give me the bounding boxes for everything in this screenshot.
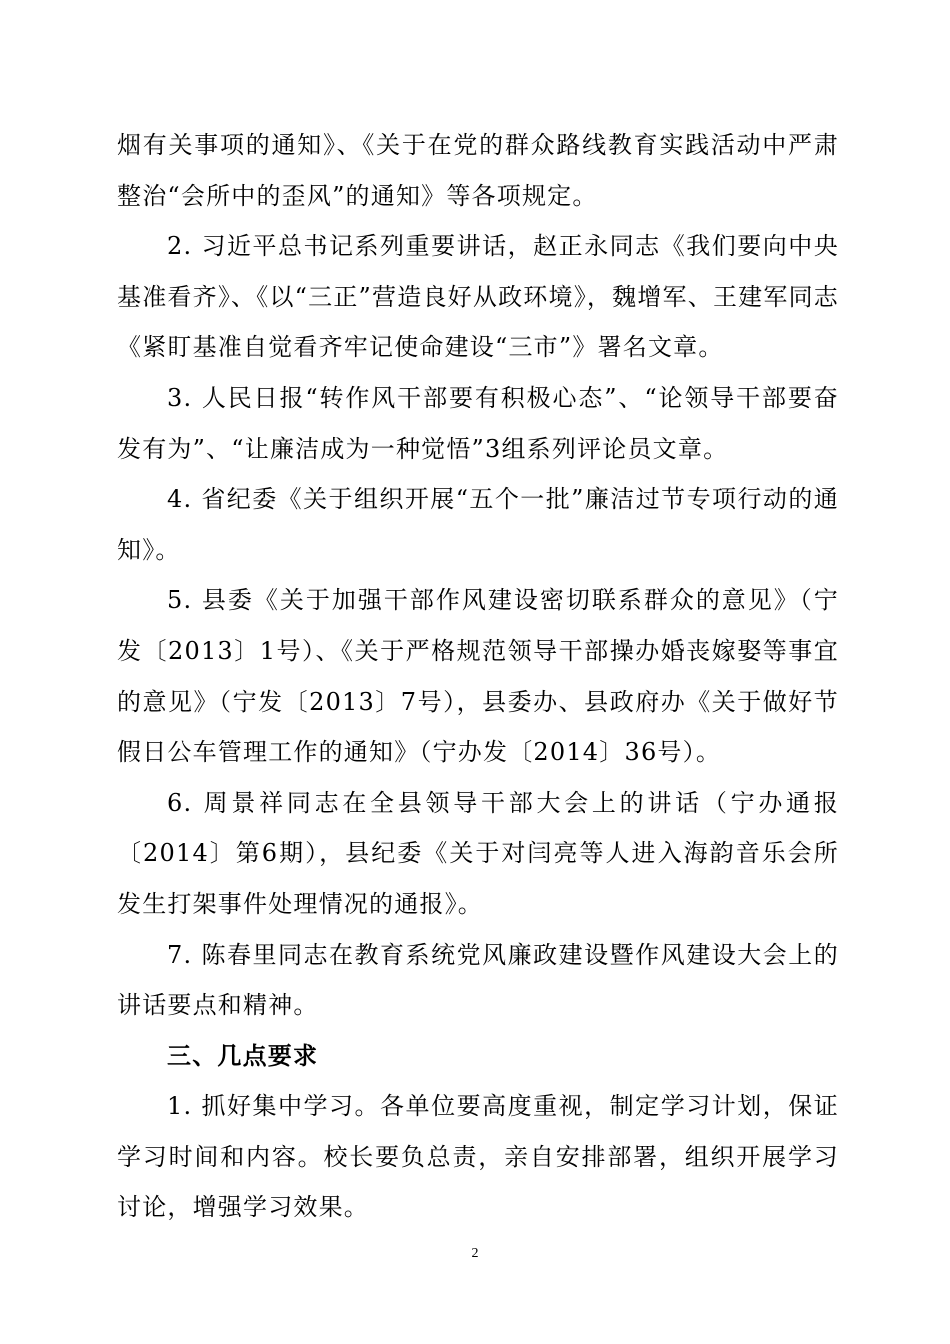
list-item-3: 3. 人民日报“转作风干部要有积极心态”、“论领导干部要奋发有为”、“让廉洁成为一种觉悟”3组系列评论员文章。 [117, 383, 839, 463]
page-number: 2 [471, 1246, 479, 1261]
list-item-2: 2. 习近平总书记系列重要讲话，赵正永同志《我们要向中央基准看齐》、《以“三正”营造良好从政环境》，魏增军、王建军同志《紧盯基准自觉看齐牢记使命建设“三市”》署名文章。 [117, 232, 839, 362]
list-item-6: 6. 周景祥同志在全县领导干部大会上的讲话（宁办通报〔2014〕第6期），县纪委《关于对闫亮等人进入海韵音乐会所发生打架事件处理情况的通报》。 [117, 788, 839, 918]
requirement-item-1: 1. 抓好集中学习。各单位要高度重视，制定学习计划，保证学习时间和内容。校长要负总责，亲自安排部署，组织开展学习讨论，增强学习效果。 [117, 1092, 839, 1222]
paragraph-continuation: 烟有关事项的通知》、《关于在党的群众路线教育实践活动中严肃整治“会所中的歪风”的通知》等各项规定。 [117, 131, 839, 210]
list-item-7: 7. 陈春里同志在教育系统党风廉政建设暨作风建设大会上的讲话要点和精神。 [117, 940, 839, 1020]
list-item-4: 4. 省纪委《关于组织开展“五个一批”廉洁过节专项行动的通知》。 [117, 485, 839, 564]
document-body [117, 120, 839, 1233]
section-heading: 三、几点要求 [167, 1041, 319, 1070]
list-item-5: 5. 县委《关于加强干部作风建设密切联系群众的意见》（宁发〔2013〕1号）、《关于严格规范领导干部操办婚丧嫁娶等事宜的意见》（宁发〔2013〕7号），县委办、县政府办《关于做好节假日公车管理工作的通知》（宁办发〔2014〕36号）。 [117, 586, 839, 767]
